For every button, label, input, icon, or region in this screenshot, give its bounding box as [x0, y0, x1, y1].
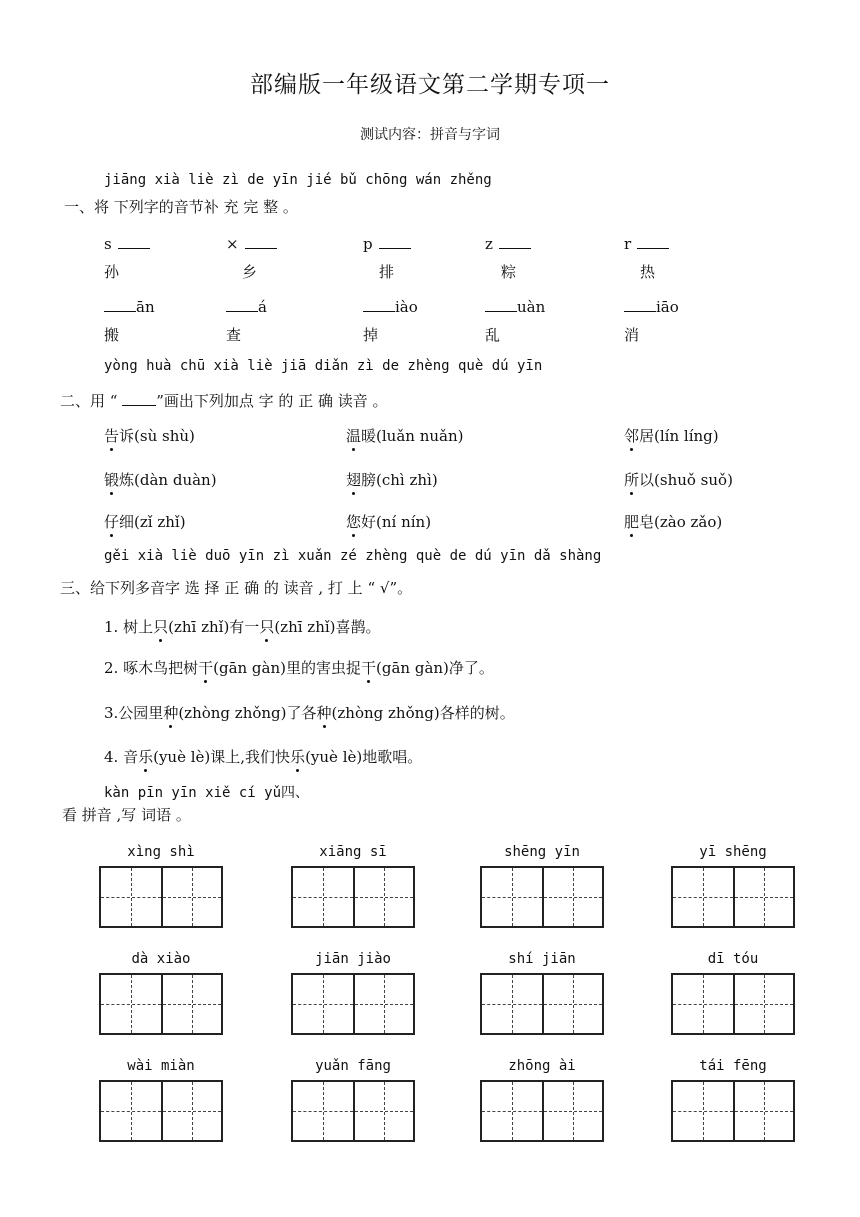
syllable-fill-row2-3: iào [363, 298, 418, 316]
q4-heading: 看 拼音 ,写 词语 。 [62, 806, 191, 824]
word-pinyin: yuǎn fāng [315, 1058, 391, 1074]
dotted-char: 翅 [346, 471, 362, 489]
answer-blank[interactable] [485, 299, 517, 312]
tianzige-grid[interactable] [480, 973, 604, 1035]
tianzige-grid[interactable] [99, 866, 223, 928]
tianzige-grid[interactable] [671, 866, 795, 928]
q1-heading: 一、将 下列字的音节补 充 完 整 。 [64, 198, 298, 216]
answer-blank [122, 393, 156, 406]
hanzi-char: 乱 [485, 326, 501, 344]
writing-cell[interactable] [293, 868, 353, 926]
answer-blank[interactable] [624, 299, 656, 312]
q4-pinyin: kàn pīn yīn xiě cí yǔ四、 [104, 785, 310, 801]
q2-heading-part-b: ”画出下列加点 字 的 正 确 读音 。 [156, 392, 388, 410]
hanzi-char: 搬 [104, 326, 120, 344]
writing-cell[interactable] [673, 1082, 733, 1140]
q3-sentence-1: 1. 树上只(zhī zhǐ)有一只(zhī zhǐ)喜鹊。 [104, 618, 381, 636]
writing-cell[interactable] [542, 975, 602, 1033]
tianzige-grid[interactable] [291, 1080, 415, 1142]
answer-blank[interactable] [499, 236, 531, 249]
hanzi-char: 乡 [242, 263, 258, 281]
word-pinyin: xiāng sī [319, 844, 387, 860]
dotted-char: 温 [346, 427, 362, 445]
writing-cell[interactable] [161, 868, 221, 926]
answer-blank[interactable] [363, 299, 395, 312]
tianzige-grid[interactable] [99, 973, 223, 1035]
dotted-char: 您 [346, 513, 362, 531]
word-pinyin: shēng yīn [504, 844, 580, 860]
writing-cell[interactable] [353, 1082, 413, 1140]
pronunciation-choice-7[interactable]: 仔细(zǐ zhǐ) [104, 513, 186, 531]
writing-cell[interactable] [673, 975, 733, 1033]
writing-cell[interactable] [101, 868, 161, 926]
dotted-char: 仔 [104, 513, 120, 531]
pronunciation-choice-3[interactable]: 邻居(lín líng) [624, 427, 719, 445]
writing-cell[interactable] [482, 868, 542, 926]
dotted-char: 干 [198, 659, 214, 677]
word-pinyin: dī tóu [707, 951, 759, 967]
tianzige-grid[interactable] [480, 866, 604, 928]
word-pinyin: xìng shì [127, 844, 195, 860]
pronunciation-choice-9[interactable]: 肥皂(zào zǎo) [624, 513, 723, 531]
pronunciation-choice-8[interactable]: 您好(ní nín) [346, 513, 432, 531]
pronunciation-choice-6[interactable]: 所以(shuǒ suǒ) [624, 471, 733, 489]
dotted-char: 所 [624, 471, 640, 489]
hanzi-char: 掉 [363, 326, 379, 344]
writing-cell[interactable] [673, 868, 733, 926]
syllable-fill-row2-1: ān [104, 298, 155, 316]
word-pinyin: wài miàn [127, 1058, 195, 1074]
pronunciation-choice-2[interactable]: 温暖(luǎn nuǎn) [346, 427, 464, 445]
writing-cell[interactable] [293, 975, 353, 1033]
writing-cell[interactable] [542, 1082, 602, 1140]
syllable-fill-row1-3: p [363, 235, 411, 253]
pronunciation-choice-4[interactable]: 锻炼(dàn duàn) [104, 471, 217, 489]
writing-cell[interactable] [101, 1082, 161, 1140]
writing-cell[interactable] [482, 1082, 542, 1140]
syllable-fill-row1-5: r [624, 235, 669, 253]
pronunciation-choice-5[interactable]: 翅膀(chì zhì) [346, 471, 438, 489]
syllable-fill-row2-5: iāo [624, 298, 679, 316]
q2-pinyin: yòng huà chū xià liè jiā diǎn zì de zhèng què dú yīn [104, 358, 543, 374]
dotted-char: 乐 [290, 748, 306, 766]
dotted-char: 种 [163, 704, 179, 722]
tianzige-grid[interactable] [671, 1080, 795, 1142]
syllable-fill-row2-2: á [226, 298, 267, 316]
dotted-char: 锻 [104, 471, 120, 489]
page-title: 部编版一年级语文第二学期专项一 [250, 72, 610, 98]
writing-cell[interactable] [733, 1082, 793, 1140]
hanzi-char: 孙 [104, 263, 120, 281]
writing-cell[interactable] [542, 868, 602, 926]
writing-cell[interactable] [353, 868, 413, 926]
q3-sentence-3: 3.公园里种(zhòng zhǒng)了各种(zhòng zhǒng)各样的树。 [104, 704, 515, 722]
q3-pinyin: gěi xià liè duō yīn zì xuǎn zé zhèng què de dú yīn dǎ shàng [104, 548, 602, 564]
tianzige-grid[interactable] [291, 973, 415, 1035]
word-pinyin: tái fēng [699, 1058, 767, 1074]
word-pinyin: zhōng ài [508, 1058, 576, 1074]
tianzige-grid[interactable] [99, 1080, 223, 1142]
answer-blank[interactable] [379, 236, 411, 249]
syllable-fill-row1-2: × [226, 235, 277, 253]
dotted-char: 只 [259, 618, 275, 636]
writing-cell[interactable] [101, 975, 161, 1033]
tianzige-grid[interactable] [671, 973, 795, 1035]
dotted-char: 干 [361, 659, 377, 677]
syllable-fill-row1-4: z [485, 235, 531, 253]
word-pinyin: jiān jiào [315, 951, 391, 967]
answer-blank[interactable] [226, 299, 258, 312]
q2-heading [60, 390, 388, 411]
answer-blank[interactable] [118, 236, 150, 249]
writing-cell[interactable] [733, 868, 793, 926]
writing-cell[interactable] [733, 975, 793, 1033]
dotted-char: 种 [316, 704, 332, 722]
hanzi-char: 热 [640, 263, 656, 281]
answer-blank[interactable] [637, 236, 669, 249]
writing-cell[interactable] [353, 975, 413, 1033]
writing-cell[interactable] [161, 1082, 221, 1140]
q3-sentence-2: 2. 啄木鸟把树干(gān gàn)里的害虫捉干(gān gàn)净了。 [104, 659, 494, 677]
syllable-fill-row1-1: s [104, 235, 150, 253]
syllable-fill-row2-4: uàn [485, 298, 545, 316]
q1-pinyin: jiāng xià liè zì de yīn jié bǔ chōng wán zhěng [104, 172, 492, 188]
pronunciation-choice-1[interactable]: 告诉(sù shù) [104, 427, 195, 445]
page-subtitle: 测试内容：拼音与字词 [360, 127, 500, 143]
answer-blank[interactable] [245, 236, 277, 249]
hanzi-char: 消 [624, 326, 640, 344]
hanzi-char: 查 [226, 326, 242, 344]
q3-heading: 三、给下列多音字 选 择 正 确 的 读音 , 打 上 “ √”。 [60, 579, 413, 597]
tianzige-grid[interactable] [291, 866, 415, 928]
word-pinyin: yī shēng [699, 844, 767, 860]
writing-cell[interactable] [293, 1082, 353, 1140]
dotted-char: 肥 [624, 513, 640, 531]
hanzi-char: 粽 [501, 263, 517, 281]
writing-cell[interactable] [482, 975, 542, 1033]
word-pinyin: shí jiān [508, 951, 576, 967]
hanzi-char: 排 [379, 263, 395, 281]
dotted-char: 乐 [138, 748, 154, 766]
q3-sentence-4: 4. 音乐(yuè lè)课上,我们快乐(yuè lè)地歌唱。 [104, 748, 423, 766]
dotted-char: 邻 [624, 427, 640, 445]
writing-cell[interactable] [161, 975, 221, 1033]
answer-blank[interactable] [104, 299, 136, 312]
tianzige-grid[interactable] [480, 1080, 604, 1142]
dotted-char: 告 [104, 427, 120, 445]
dotted-char: 只 [153, 618, 169, 636]
word-pinyin: dà xiào [131, 951, 191, 967]
q2-heading-part-a: 二、用 “ [60, 392, 123, 410]
